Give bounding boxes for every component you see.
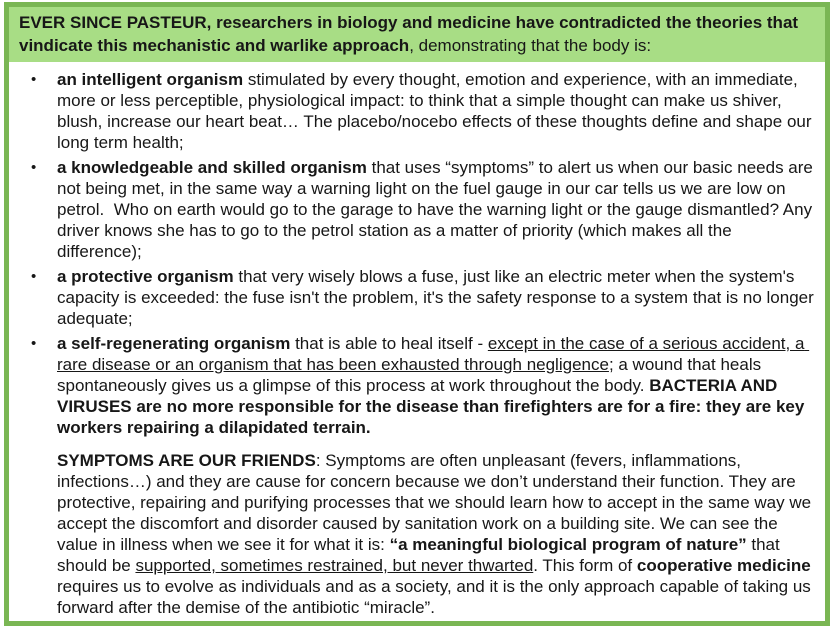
bullet-icon: • (31, 268, 37, 285)
document-frame (4, 2, 830, 626)
bullet-text: a self-regenerating organism that is able to heal itself - except in the case of a serious accident, a rare disease or an organism that has been exhausted through negligence; a wound that heals spontaneously gives us a glimpse of this process at work throughout the body. BACTERIA AND VIRUSES are no more responsible for the disease than firefighters are for a fire: they are key workers repairing a dilapidated terrain. (57, 334, 810, 437)
bullet-text: an intelligent organism stimulated by every thought, emotion and experience, with an immediate, more or less perceptible, physiological impact: to think that a simple thought can make us shiver, blush, increase our heart beat… The placebo/nocebo effects of these thoughts define and shape our long term health; (57, 70, 817, 152)
bullet-item-intelligent-organism (23, 69, 817, 153)
bullet-icon: • (31, 71, 37, 88)
bullet-text: a protective organism that very wisely blows a fuse, just like an electric meter when the system's capacity is exceeded: the fuse isn't the problem, it's the safety response to a system that is no longer adequate; (57, 267, 819, 328)
bullet-text: a knowledgeable and skilled organism that uses “symptoms” to alert us when our basic needs are not being met, in the same way a warning light on the fuel gauge in our car tells us we are low on petrol. Who on earth would go to the garage to have the warning light or the gauge dismantled? Any driver knows she has to go to the petrol station as a matter of priority (which makes all the difference); (57, 158, 818, 261)
document-body (9, 62, 825, 618)
bullet-icon: • (31, 335, 37, 352)
bullet-item-self-regenerating-organism (23, 333, 817, 438)
symptoms-paragraph: SYMPTOMS ARE OUR FRIENDS: Symptoms are often unpleasant (fevers, inflammations, infections…) and they are cause for concern because we don’t understand their function. They are protective, repairing and purifying processes that we should learn how to accept in the same way we accept the discomfort and disorder caused by sanitation work on a building site. We can see the value in illness when we see it for what it is: “a meaningful biological program of nature” that should be supported, sometimes restrained, but never thwarted. This form of cooperative medicine requires us to evolve as individuals and as a society, and it is the only approach capable of taking us forward after the demise of the antibiotic “miracle”. (57, 451, 816, 617)
bullet-item-knowledgeable-organism (23, 157, 817, 262)
bullet-item-protective-organism (23, 266, 817, 329)
document-header: EVER SINCE PASTEUR, researchers in biology and medicine have contradicted the theories that vindicate this mechanistic and warlike approach, demonstrating that the body is: (9, 7, 825, 62)
bullet-icon: • (31, 159, 37, 176)
